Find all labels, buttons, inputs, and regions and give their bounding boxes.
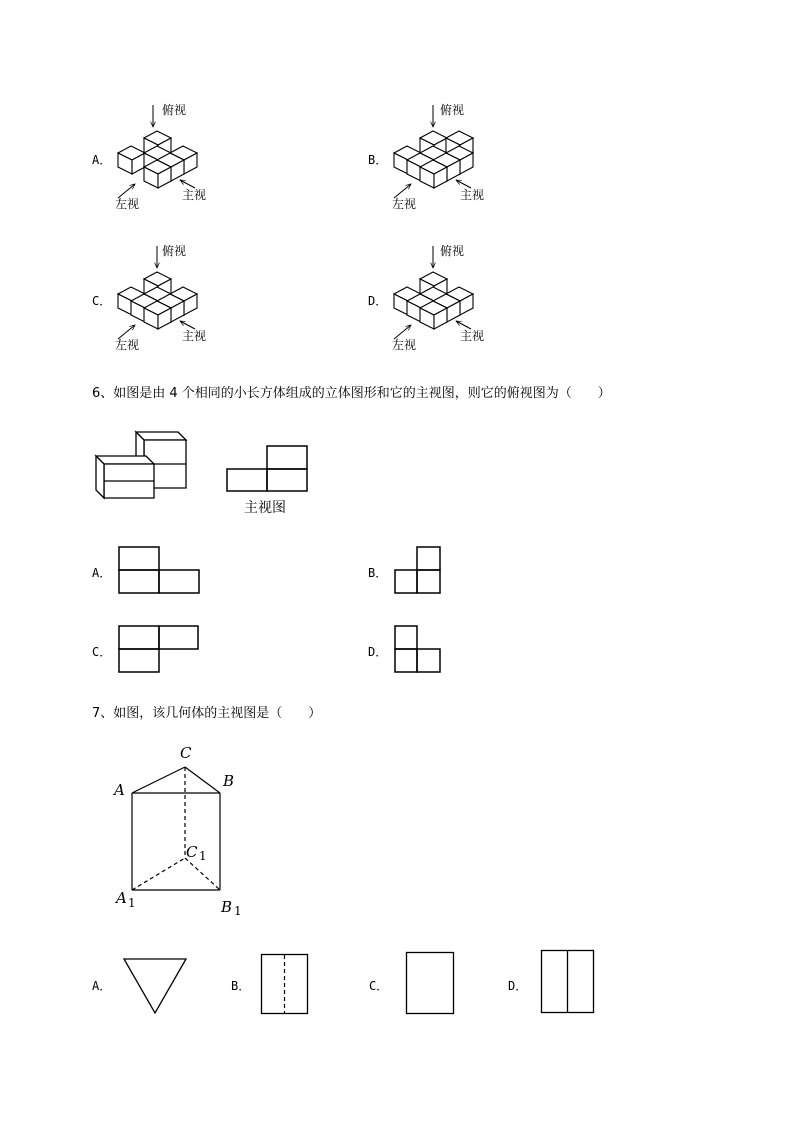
q7-vertex-c-label: C xyxy=(180,744,192,762)
q6-option-b-letter[interactable]: B． xyxy=(368,566,388,580)
q6-option-c-letter[interactable]: C． xyxy=(92,645,112,659)
q6-option-d-letter[interactable]: D． xyxy=(368,645,388,659)
q5-option-c-top-label: 俯视 xyxy=(162,244,187,258)
q7-option-a-figure xyxy=(122,956,190,1016)
q5-option-b-front-label: 主视 xyxy=(460,188,485,202)
q6-option-b-figure xyxy=(394,546,444,596)
q5-option-d-letter[interactable]: D． xyxy=(368,294,388,308)
q5-option-d-front-label: 主视 xyxy=(460,329,485,343)
q6-option-a-figure xyxy=(118,546,204,596)
q6-question-text: 6、如图是由 4 个相同的小长方体组成的立体图形和它的主视图，则它的俯视图为（ ） xyxy=(92,386,611,401)
q7-vertex-b-label: B xyxy=(223,772,235,790)
q7-vertex-a1-label: A xyxy=(116,889,127,907)
q5-option-a-letter[interactable]: A． xyxy=(92,153,112,167)
q7-question-text: 7、如图，该几何体的主视图是（ ） xyxy=(92,706,322,721)
q5-option-a-front-label: 主视 xyxy=(182,188,207,202)
q7-option-c-letter[interactable]: C． xyxy=(369,979,389,993)
q5-option-b-top-label: 俯视 xyxy=(440,103,465,117)
q7-vertex-b1-label: B xyxy=(221,898,233,916)
q7-option-b-letter[interactable]: B． xyxy=(231,979,251,993)
q7-option-d-letter[interactable]: D． xyxy=(508,979,528,993)
q5-option-b-letter[interactable]: B． xyxy=(368,153,388,167)
q5-option-c-front-label: 主视 xyxy=(182,329,207,343)
q5-option-c-letter[interactable]: C． xyxy=(92,294,112,308)
q7-vertex-c1-label: C xyxy=(186,843,198,861)
q6-option-c-figure xyxy=(118,625,202,675)
q7-option-d-figure xyxy=(540,949,598,1015)
q6-option-a-letter[interactable]: A． xyxy=(92,566,112,580)
q6-front-view-caption: 主视图 xyxy=(244,500,286,516)
q7-option-c-figure xyxy=(405,951,457,1017)
q7-vertex-c1-subscript: 1 xyxy=(199,849,207,863)
q5-option-a-left-label: 左视 xyxy=(115,197,140,211)
q5-option-c-left-label: 左视 xyxy=(115,338,140,352)
q7-vertex-a1-subscript: 1 xyxy=(128,896,136,910)
q6-front-view-figure xyxy=(226,444,310,494)
q7-option-b-figure xyxy=(260,953,312,1017)
q7-vertex-a-label: A xyxy=(114,781,125,799)
q5-option-d-left-label: 左视 xyxy=(392,338,417,352)
q5-option-a-top-label: 俯视 xyxy=(162,103,187,117)
q6-solid-figure xyxy=(94,430,194,505)
q5-option-d-top-label: 俯视 xyxy=(440,244,465,258)
q7-vertex-b1-subscript: 1 xyxy=(234,904,242,918)
q5-option-b-left-label: 左视 xyxy=(392,197,417,211)
q7-option-a-letter[interactable]: A． xyxy=(92,979,112,993)
q6-option-d-figure xyxy=(394,625,444,675)
